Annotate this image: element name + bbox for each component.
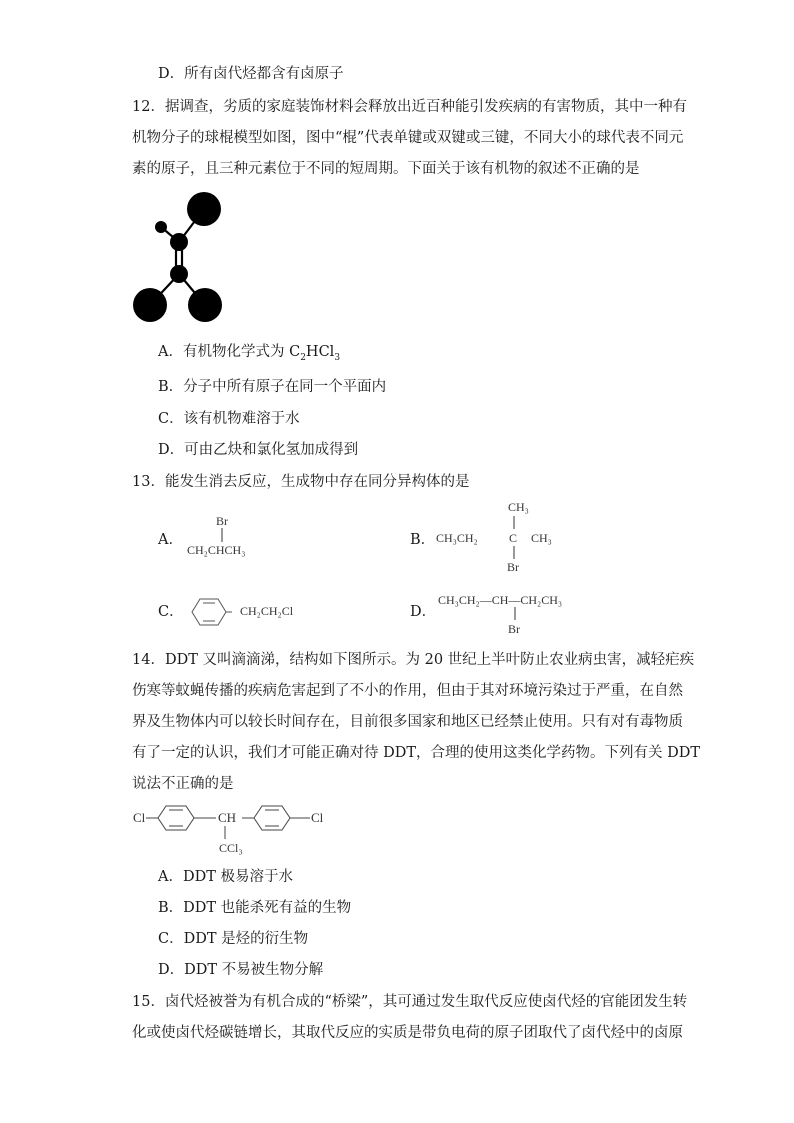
q12-stem-line-3: 素的原子，且三种元素位于不同的短周期。下面关于该有机物的叙述不正确的是 bbox=[132, 161, 640, 177]
q12-option-a-sub1: 2 bbox=[300, 352, 306, 363]
q14-stem-line-2: 伤寒等蚊蝇传播的疾病危害起到了不小的作用，但由于其对环境污染过于严重，在自然 bbox=[132, 683, 683, 699]
q13-d-formula: CH₃CH₂—CH—CH₂CH₃ bbox=[438, 593, 563, 607]
q12-option-a bbox=[158, 342, 340, 368]
q13-option-c-letter: C． bbox=[158, 604, 184, 620]
q14-option-c: C．DDT 是烃的衍生物 bbox=[158, 931, 309, 947]
q14-stem-line-3: 界及生物体内可以较长时间存在，目前很多国家和地区已经禁止使用。只有对有毒物质 bbox=[132, 714, 683, 730]
q13-b-right: CH₃ bbox=[531, 531, 552, 545]
q13-d-bottom: Br bbox=[508, 622, 520, 636]
q12-option-a-sub2: 3 bbox=[334, 352, 341, 363]
q13-b-left: CH₃CH₂ bbox=[436, 531, 478, 545]
ddt-cl-left: Cl bbox=[133, 810, 146, 825]
q13-a-formula: CH₂CHCH₃ bbox=[187, 543, 246, 557]
q12-option-c: C．该有机物难溶于水 bbox=[158, 411, 300, 427]
ddt-ccl3: CCl₃ bbox=[219, 841, 243, 855]
q12-option-d: D．可由乙炔和氯化氢加成得到 bbox=[158, 442, 359, 458]
q13-b-center: C bbox=[509, 531, 518, 545]
q13-b-bottom: Br bbox=[507, 560, 519, 574]
carbon-atom-1 bbox=[170, 233, 188, 251]
ddt-bond-ccl3 bbox=[224, 826, 228, 842]
q14-stem-line-1: 14．DDT 又叫滴滴涕，结构如下图所示。为 20 世纪上半叶防止农业病虫害，减轻疟疾 bbox=[132, 652, 695, 668]
chlorine-atom-right bbox=[188, 288, 222, 322]
q12-stem-line-2: 机物分子的球棍模型如图，图中“棍”代表单键或双键或三键，不同大小的球代表不同元 bbox=[132, 130, 684, 146]
q12-option-a-mid: HCl bbox=[305, 344, 335, 360]
q12-option-b: B．分子中所有原子在同一个平面内 bbox=[158, 379, 387, 395]
ddt-cl-right: Cl bbox=[311, 810, 324, 825]
q13-option-d-letter: D． bbox=[410, 604, 437, 620]
carbon-atom-2 bbox=[170, 265, 188, 283]
q13-a-br: Br bbox=[216, 514, 228, 528]
q13-stem: 13．能发生消去反应，生成物中存在同分异构体的是 bbox=[132, 474, 470, 490]
q14-option-d: D．DDT 不易被生物分解 bbox=[158, 962, 324, 978]
chlorine-atom-top bbox=[187, 192, 221, 226]
benzene-ring-icon bbox=[184, 596, 234, 628]
q14-option-a: A．DDT 极易溶于水 bbox=[158, 869, 294, 885]
q12-stem-line-1: 12．据调查，劣质的家庭装饰材料会释放出近百种能引发疾病的有害物质，其中一种有 bbox=[132, 99, 687, 115]
ddt-ch: CH bbox=[218, 810, 237, 825]
q13-c-chain: CH₂CH₂Cl bbox=[240, 604, 294, 618]
q13-b-top: CH₃ bbox=[508, 500, 529, 514]
q13-option-b-letter: B． bbox=[410, 532, 436, 548]
chlorine-atom-left bbox=[133, 288, 167, 322]
q14-option-b: B．DDT 也能杀死有益的生物 bbox=[158, 900, 352, 916]
q11-option-d: D．所有卤代烃都含有卤原子 bbox=[158, 66, 344, 82]
q15-stem-line-1: 15．卤代烃被誉为有机合成的“桥梁”，其可通过发生取代反应使卤代烃的官能团发生转 bbox=[132, 994, 688, 1010]
q14-stem-line-4: 有了一定的认识，我们才可能正确对待 DDT，合理的使用这类化学药物。下列有关 DDT bbox=[132, 745, 701, 761]
q14-stem-line-5: 说法不正确的是 bbox=[132, 776, 234, 792]
q12-option-a-text: A．有机物化学式为 C bbox=[158, 344, 301, 360]
q13-d-bond bbox=[514, 607, 518, 623]
ball-stick-model-figure bbox=[125, 185, 235, 330]
q13-a-bond bbox=[221, 528, 225, 544]
q13-option-a-letter: A． bbox=[158, 532, 183, 548]
q15-stem-line-2: 化或使卤代烃碳链增长，其取代反应的实质是带负电荷的原子团取代了卤代烃中的卤原 bbox=[132, 1025, 683, 1041]
hydrogen-atom bbox=[155, 221, 167, 233]
q13-b-bond-top bbox=[513, 516, 517, 532]
